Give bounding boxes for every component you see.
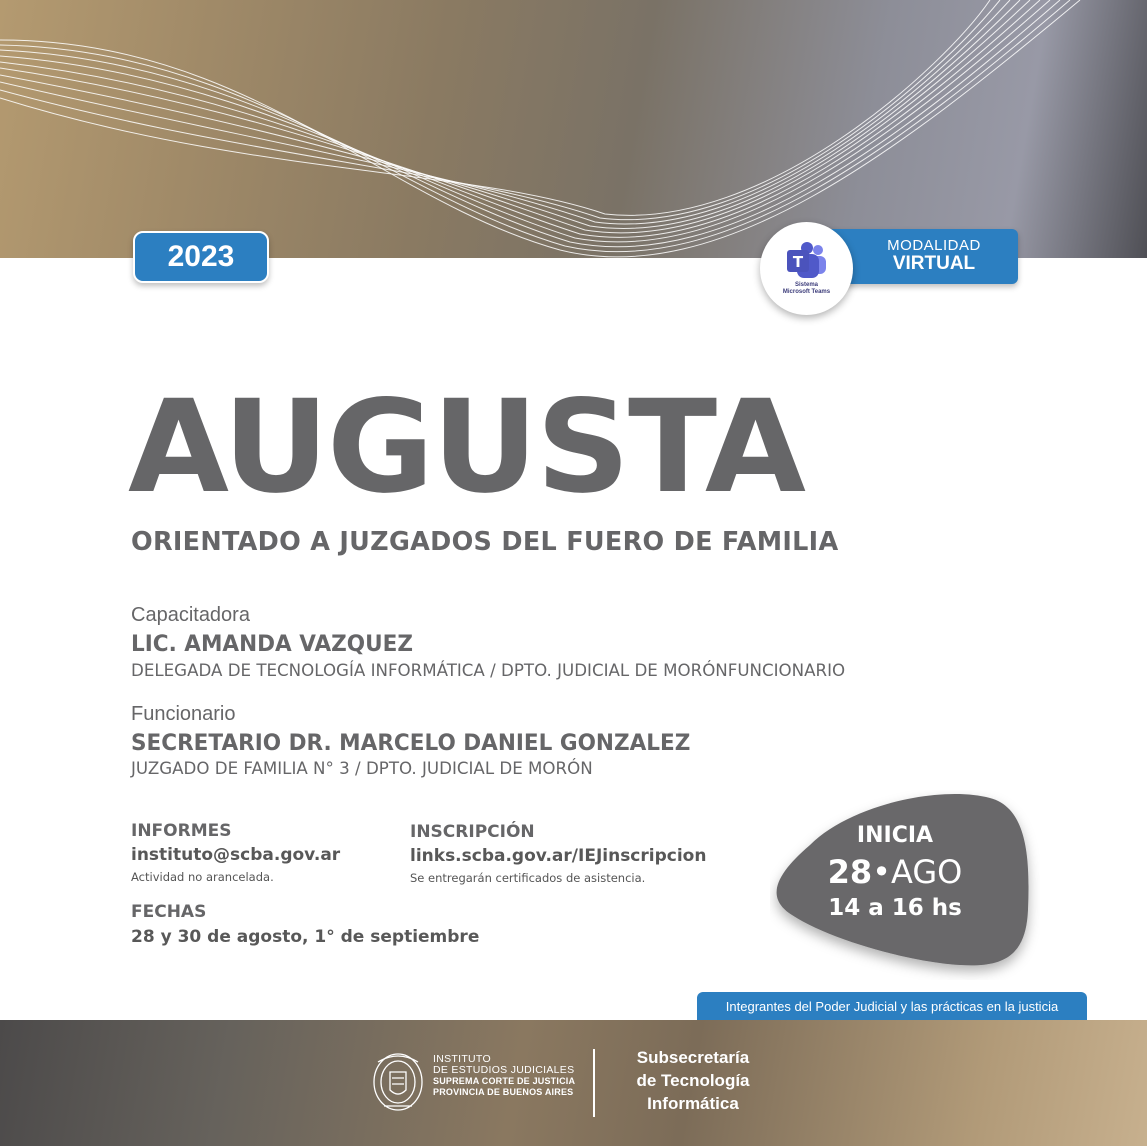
course-title: AUGUSTA	[128, 373, 804, 522]
institute-seal-icon	[370, 1048, 426, 1116]
modality-label: MODALIDAD	[887, 237, 981, 254]
fechas-value: 28 y 30 de agosto, 1° de septiembre	[131, 927, 480, 947]
speaker-2-description: JUZGADO DE FAMILIA N° 3 / DPTO. JUDICIAL DE MORÓN	[131, 759, 593, 779]
start-separator: •	[872, 853, 892, 891]
inscripcion-note: Se entregarán certificados de asistencia.	[410, 871, 646, 885]
wave-lines-decoration	[0, 0, 1147, 258]
start-label: INICIA	[856, 823, 934, 848]
speaker-1-description: DELEGADA DE TECNOLOGÍA INFORMÁTICA / DPTO. JUDICIAL DE MORÓNFUNCIONARIO	[131, 661, 846, 681]
teams-caption: Sistema Microsoft Teams	[782, 281, 831, 295]
start-day: 28	[827, 853, 873, 891]
start-month: AGO	[891, 853, 963, 891]
year-badge: 2023	[133, 231, 269, 283]
teams-icon	[785, 242, 829, 280]
speaker-2-role: Funcionario	[131, 703, 236, 725]
speaker-1-name: LIC. AMANDA VAZQUEZ	[131, 632, 413, 657]
course-subtitle: ORIENTADO A JUZGADOS DEL FUERO DE FAMILIA	[131, 527, 839, 557]
microsoft-teams-logo	[760, 222, 853, 315]
institute-name: INSTITUTO DE ESTUDIOS JUDICIALES SUPREMA CORTE DE JUSTICIA PROVINCIA DE BUENOS AIRES	[433, 1053, 576, 1097]
informes-label: INFORMES	[131, 821, 232, 841]
fechas-label: FECHAS	[131, 902, 207, 922]
subsecretaria-name: Subsecretaría de Tecnología Informática	[636, 1048, 750, 1113]
speaker-2-name: SECRETARIO DR. MARCELO DANIEL GONZALEZ	[131, 731, 691, 756]
informes-note: Actividad no arancelada.	[131, 870, 274, 884]
header-background	[0, 0, 1147, 258]
start-hours: 14 a 16 hs	[828, 895, 962, 921]
inscripcion-link[interactable]: links.scba.gov.ar/IEJinscripcion	[410, 846, 707, 866]
modality-value: VIRTUAL	[892, 253, 976, 274]
inscripcion-label: INSCRIPCIÓN	[410, 822, 535, 842]
informes-email-link[interactable]: instituto@scba.gov.ar	[131, 845, 341, 865]
audience-tag: Integrantes del Poder Judicial y las prácticas en la justicia	[697, 992, 1087, 1020]
start-date	[790, 853, 1000, 891]
svg-text:T: T	[792, 252, 803, 271]
speaker-1-role: Capacitadora	[131, 604, 250, 626]
footer-divider	[593, 1049, 595, 1117]
